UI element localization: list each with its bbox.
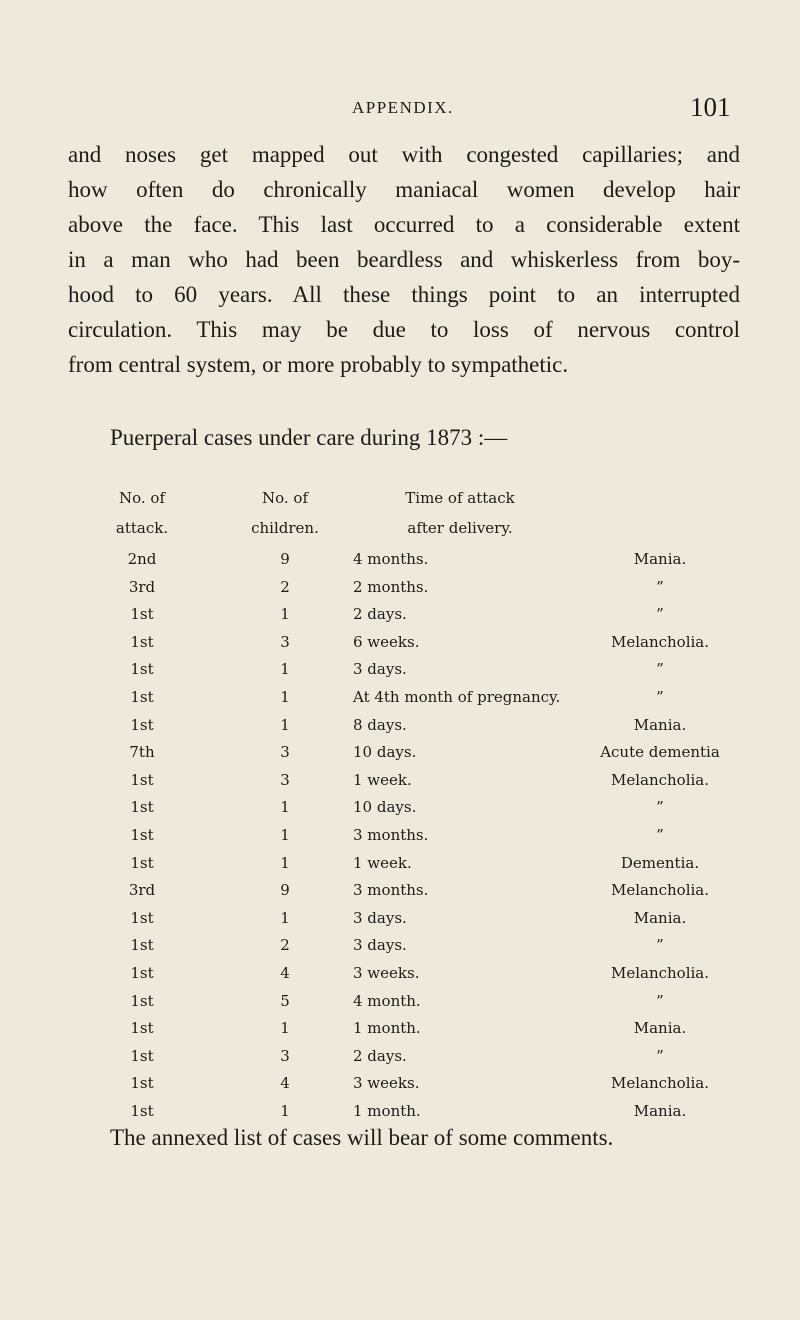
cell-attack-number: 1st [130, 632, 154, 651]
header-attack-number: No. of [118, 489, 165, 507]
cell-attack-number: 1st [130, 991, 154, 1010]
cell-time-of-attack: 10 days. [353, 798, 417, 817]
table-row [0, 821, 800, 849]
cell-attack-number: 1st [130, 715, 154, 734]
cell-time-of-attack: 4 months. [353, 550, 429, 568]
cell-time-of-attack: 8 days. [353, 715, 407, 734]
table-row [0, 793, 800, 821]
cell-attack-number: 1st [130, 798, 154, 817]
running-head-title: APPENDIX. [352, 98, 454, 117]
cell-diagnosis: Dementia. [620, 853, 700, 872]
table-row [0, 683, 800, 711]
body-paragraph [68, 137, 740, 382]
header-time-of-attack: Time of attack [405, 489, 515, 507]
body-line: how often do chronically maniacal women develop hair [68, 177, 740, 202]
cell-time-of-attack: 1 week. [353, 853, 412, 872]
cell-attack-number: 1st [130, 687, 154, 706]
cell-diagnosis: Mania. [633, 1101, 687, 1120]
cell-diagnosis: Mania. [633, 550, 687, 568]
table-row [0, 987, 800, 1015]
cell-children-number: 2 [280, 936, 290, 955]
puerperal-cases-table [0, 485, 800, 1124]
table-row [0, 849, 800, 877]
cell-children-number: 2 [280, 577, 290, 596]
header-children-number: children. [251, 519, 319, 537]
cell-time-of-attack: 3 days. [353, 908, 407, 927]
cell-attack-number: 1st [130, 853, 154, 872]
cell-children-number: 1 [280, 687, 290, 706]
cell-diagnosis: Mania. [633, 1019, 687, 1038]
cell-diagnosis: ” [656, 605, 664, 624]
table-row [0, 876, 800, 904]
table-row [0, 931, 800, 959]
cell-children-number: 9 [280, 550, 290, 568]
closing-sentence: The annexed list of cases will bear of some comments. [110, 1125, 614, 1150]
table-row [0, 904, 800, 932]
cell-attack-number: 1st [130, 1019, 154, 1038]
cell-children-number: 4 [280, 963, 290, 982]
cell-diagnosis: Mania. [633, 908, 687, 927]
cell-attack-number: 1st [130, 963, 154, 982]
cell-children-number: 1 [280, 1101, 290, 1120]
cell-diagnosis: Mania. [633, 715, 687, 734]
body-line: from central system, or more probably to sympathetic. [68, 352, 569, 377]
cell-time-of-attack: 2 days. [353, 1046, 407, 1065]
cell-diagnosis: ” [656, 825, 664, 844]
body-line: above the face. This last occurred to a considerable extent [68, 212, 740, 237]
cell-time-of-attack: 6 weeks. [353, 632, 420, 651]
cell-time-of-attack: 1 week. [353, 770, 412, 789]
table-row [0, 959, 800, 987]
table-row [0, 600, 800, 628]
cell-diagnosis: ” [656, 577, 664, 596]
cell-children-number: 9 [280, 881, 290, 900]
cell-attack-number: 1st [130, 936, 154, 955]
cell-children-number: 1 [280, 1019, 290, 1038]
cell-time-of-attack: 1 month. [353, 1019, 421, 1038]
cell-children-number: 3 [280, 743, 290, 762]
body-line: circulation. This may be due to loss of nervous control [68, 317, 740, 342]
body-line: in a man who had been beardless and whiskerless from boy- [68, 247, 740, 272]
table-row [0, 1097, 800, 1125]
body-line: and noses get mapped out with congested capillaries; and [68, 142, 740, 167]
cell-children-number: 4 [280, 1074, 290, 1093]
cell-diagnosis: ” [656, 991, 664, 1010]
cell-children-number: 5 [280, 991, 290, 1010]
table-header-row [0, 515, 800, 545]
cell-children-number: 1 [280, 715, 290, 734]
cell-attack-number: 7th [129, 743, 155, 762]
cell-attack-number: 1st [130, 1101, 154, 1120]
table-row [0, 655, 800, 683]
table-row [0, 545, 800, 573]
cell-time-of-attack: 4 month. [353, 991, 421, 1010]
cell-diagnosis: ” [656, 660, 664, 679]
cell-diagnosis: ” [656, 936, 664, 955]
table-row [0, 766, 800, 794]
cell-attack-number: 1st [130, 605, 154, 624]
cell-attack-number: 1st [130, 770, 154, 789]
table-row [0, 738, 800, 766]
cell-children-number: 1 [280, 825, 290, 844]
cell-attack-number: 1st [130, 660, 154, 679]
running-head [0, 92, 800, 132]
cell-children-number: 1 [280, 798, 290, 817]
cell-attack-number: 1st [130, 825, 154, 844]
header-time-of-attack: after delivery. [407, 519, 513, 537]
cell-time-of-attack: 10 days. [353, 743, 417, 762]
table-caption: Puerperal cases under care during 1873 :— [110, 425, 508, 450]
header-attack-number: attack. [115, 519, 169, 537]
cell-diagnosis: Acute dementia [600, 743, 720, 762]
table-row [0, 711, 800, 739]
table-row [0, 573, 800, 601]
cell-attack-number: 3rd [128, 577, 156, 596]
cell-time-of-attack: 3 months. [353, 881, 429, 900]
cell-time-of-attack: 3 days. [353, 936, 407, 955]
cell-attack-number: 1st [130, 908, 154, 927]
table-row [0, 1042, 800, 1070]
cell-diagnosis: ” [656, 1046, 664, 1065]
cell-time-of-attack: 1 month. [353, 1101, 421, 1120]
cell-children-number: 1 [280, 605, 290, 624]
cell-children-number: 3 [280, 770, 290, 789]
cell-children-number: 1 [280, 853, 290, 872]
cell-diagnosis: ” [656, 798, 664, 817]
table-row [0, 1069, 800, 1097]
cell-time-of-attack: 3 days. [353, 660, 407, 679]
cell-diagnosis: Melancholia. [610, 963, 710, 982]
cell-diagnosis: Melancholia. [610, 881, 710, 900]
cell-time-of-attack: 2 days. [353, 605, 407, 624]
cell-attack-number: 2nd [127, 550, 157, 568]
cell-time-of-attack: At 4th month of pregnancy. [353, 687, 561, 706]
cell-diagnosis: Melancholia. [610, 770, 710, 789]
cell-diagnosis: ” [656, 687, 664, 706]
cell-attack-number: 1st [130, 1046, 154, 1065]
cell-attack-number: 3rd [128, 881, 156, 900]
cell-diagnosis: Melancholia. [610, 1074, 710, 1093]
cell-time-of-attack: 3 weeks. [353, 1074, 420, 1093]
header-children-number: No. of [261, 489, 308, 507]
cell-children-number: 1 [280, 660, 290, 679]
cell-time-of-attack: 2 months. [353, 577, 429, 596]
cell-diagnosis: Melancholia. [610, 632, 710, 651]
cell-children-number: 3 [280, 632, 290, 651]
cell-children-number: 3 [280, 1046, 290, 1065]
table-row [0, 1014, 800, 1042]
table-header-row [0, 485, 800, 515]
cell-time-of-attack: 3 weeks. [353, 963, 420, 982]
cell-time-of-attack: 3 months. [353, 825, 429, 844]
page-number: 101 [690, 92, 731, 122]
cell-children-number: 1 [280, 908, 290, 927]
table-row [0, 628, 800, 656]
body-line: hood to 60 years. All these things point to an interrupted [68, 282, 740, 307]
cell-attack-number: 1st [130, 1074, 154, 1093]
